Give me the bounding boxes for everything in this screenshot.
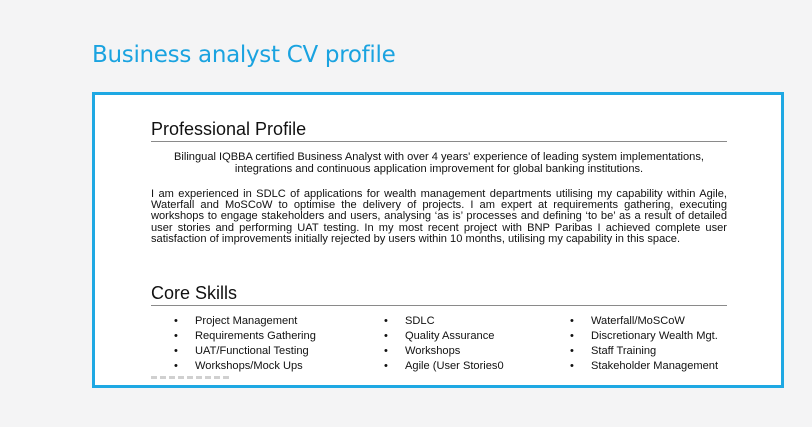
skill-item: • Project Management [171,314,316,329]
cv-image-frame [92,92,784,388]
skill-item: • Stakeholder Management [567,359,718,374]
profile-summary [151,151,727,175]
skill-item: • Workshops/Mock Ups [171,359,316,374]
skill-item: • Agile (User Stories0 [381,359,504,374]
professional-profile-section [151,119,727,142]
skill-item: • Staff Training [567,344,718,359]
profile-summary-line-2: integrations and continuous application improvement for global banking institutions. [234,163,644,175]
core-skills-heading: Core Skills [151,283,727,306]
skills-column-3 [567,314,718,374]
cropped-next-heading [151,376,231,379]
profile-body-paragraph: I am experienced in SDLC of applications for wealth management departments utilising my capability within Agile, Waterfall and MoSCoW to optimise the delivery of projects. I am expert at requirements gathering, executing workshops to engage stakeholders and users, analysing ‘as is’ processes and defining ‘to be’ as a result of detailed user stories and performing UAT testing. In my most recent project with BNP Paribas I achieved complete user satisfaction of improvements initially rejected by users within 10 months, utilising my capability in this space. [151,188,727,245]
skill-item: • Requirements Gathering [171,329,316,344]
core-skills-section [151,283,727,306]
skill-item: • SDLC [381,314,504,329]
skill-item: • UAT/Functional Testing [171,344,316,359]
skill-item: • Waterfall/MoSCoW [567,314,718,329]
page-title: Business analyst CV profile [92,42,396,68]
skills-column-2 [381,314,504,374]
skills-column-1 [171,314,316,374]
professional-profile-heading: Professional Profile [151,119,727,142]
skill-item: • Workshops [381,344,504,359]
profile-summary-line-1: Bilingual IQBBA certified Business Analyst with over 4 years' experience of leading system implementations, [174,151,704,163]
skill-item: • Discretionary Wealth Mgt. [567,329,718,344]
skill-item: • Quality Assurance [381,329,504,344]
